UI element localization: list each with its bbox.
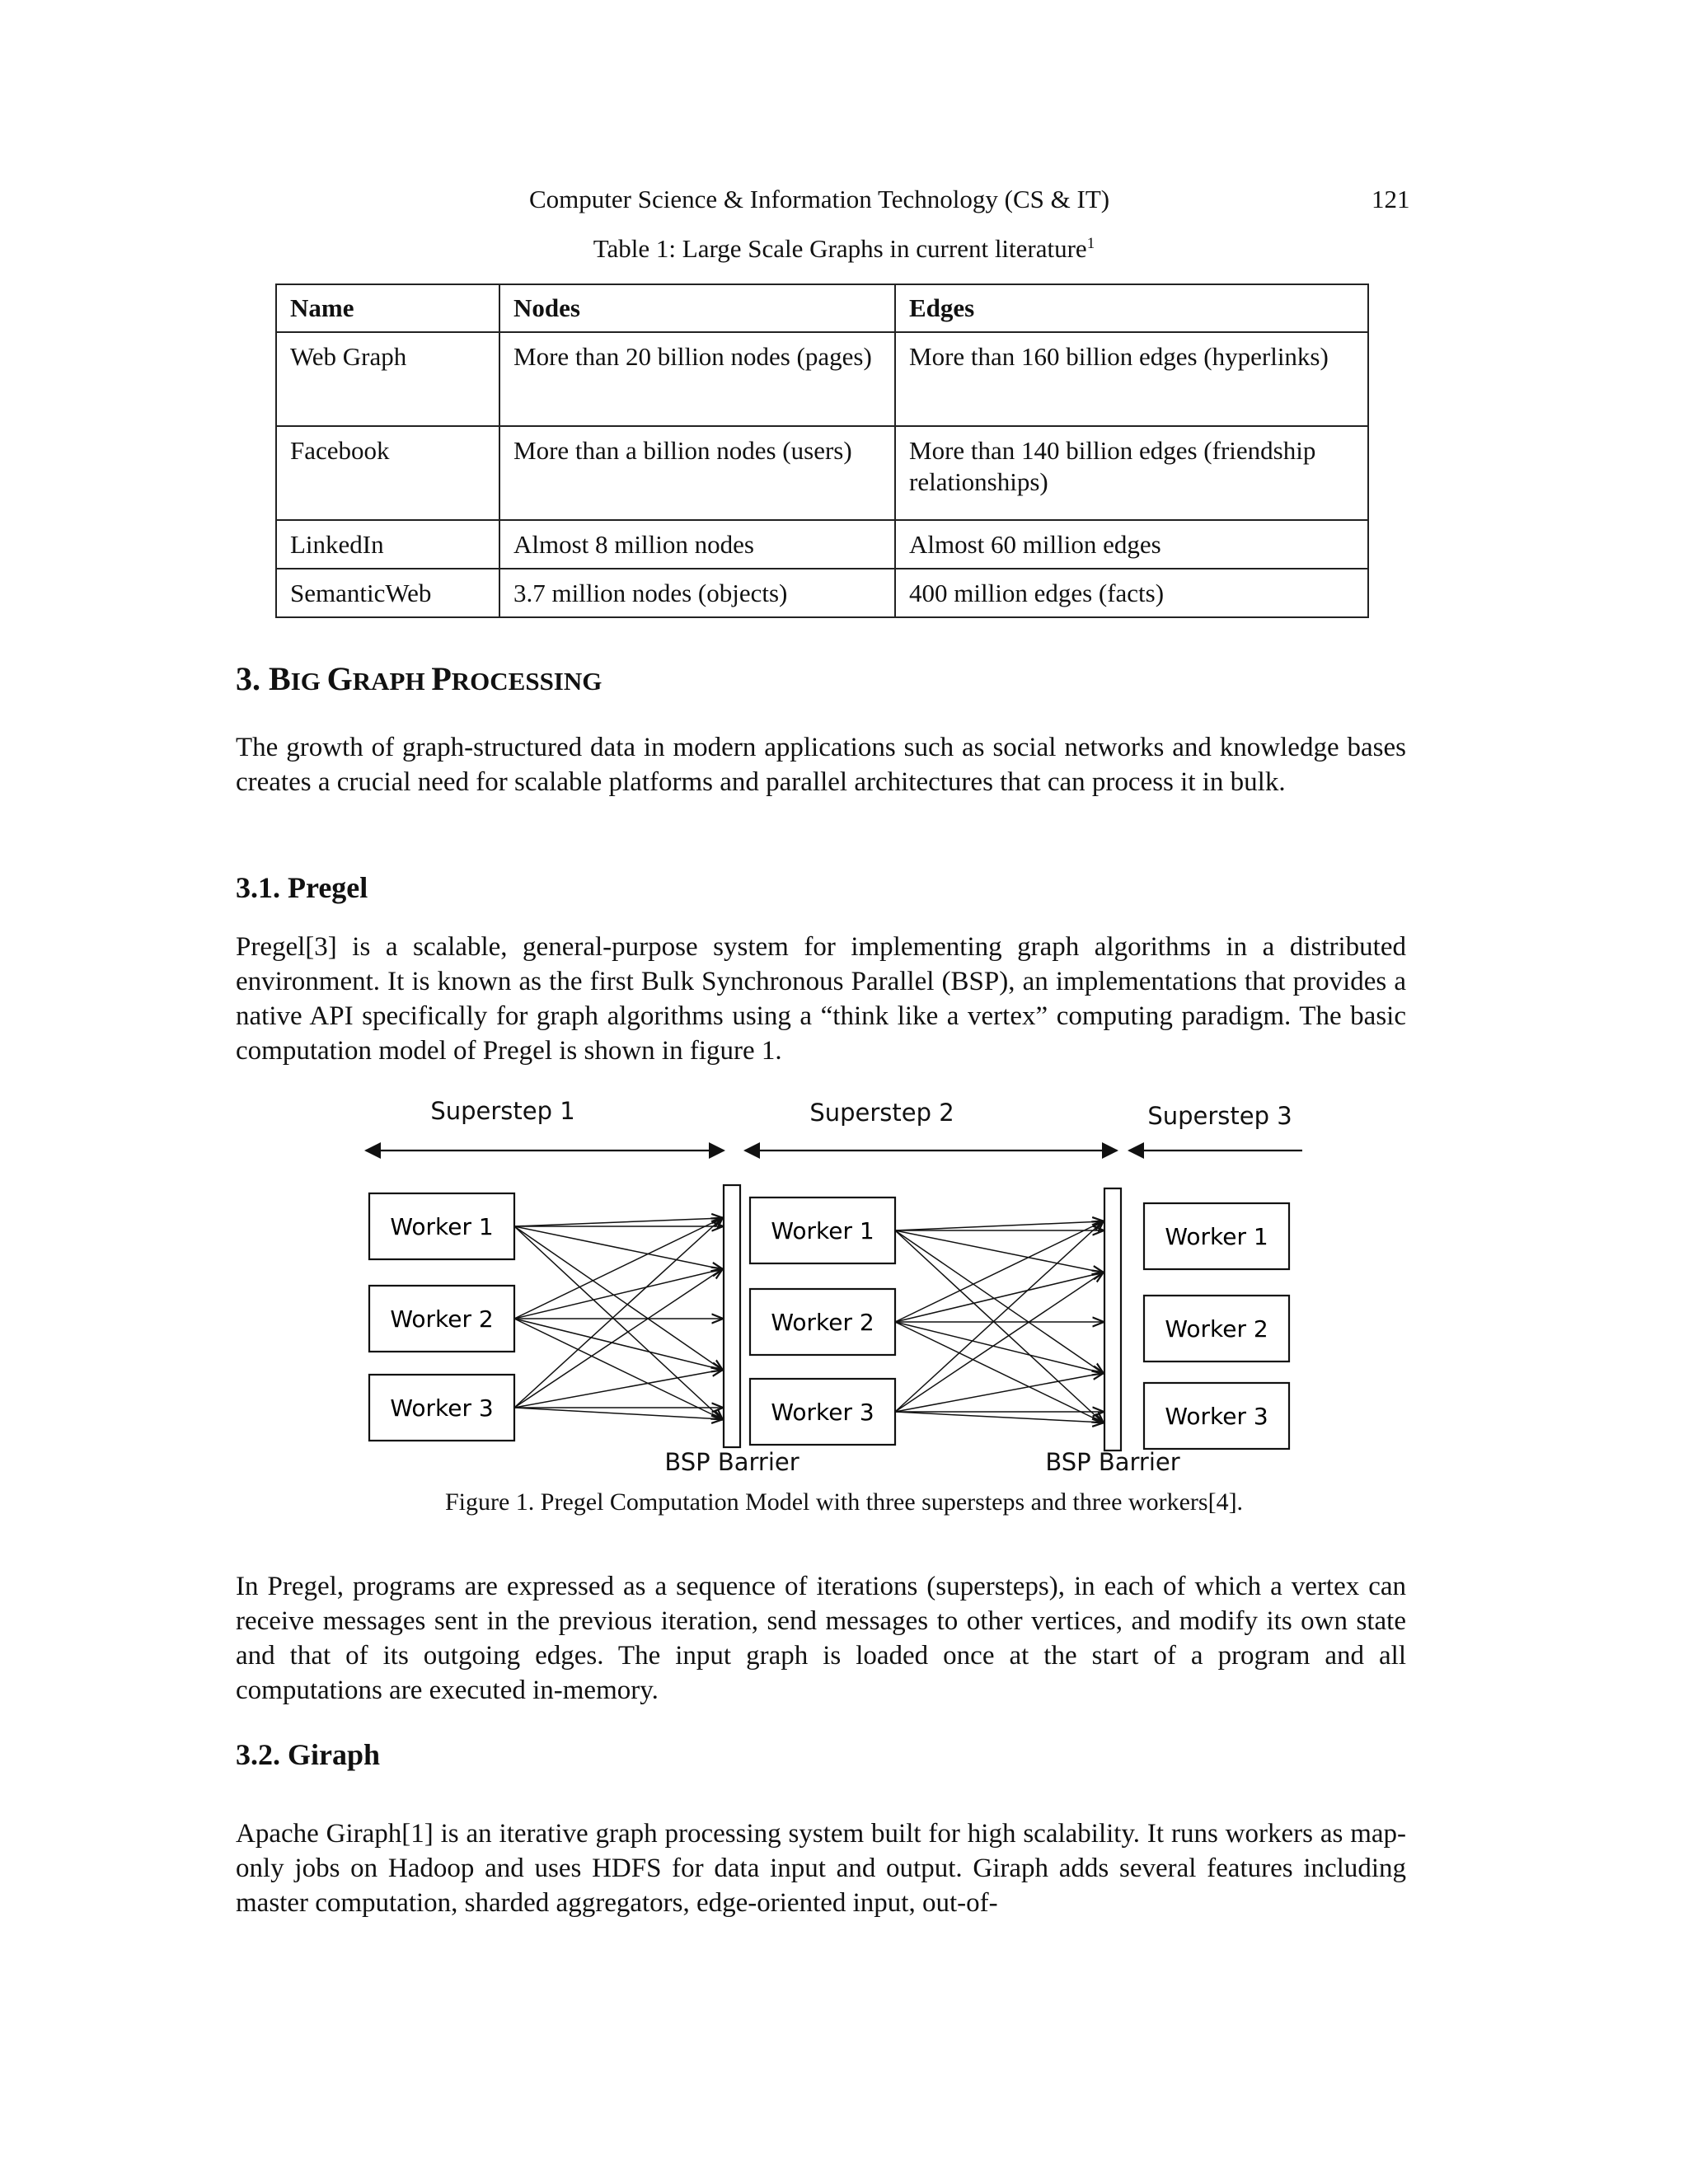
giraph-paragraph: Apache Giraph[1] is an iterative graph processing system built for high scalability. It runs workers as map-only jobs on Hadoop and uses HDFS for data input and output. Giraph adds several features including master computation, sharded aggregators, edge-oriented input, out-of- [236,1819,1406,1918]
message-arrow [514,1218,722,1408]
section-title-part: ROCESSING [451,667,603,696]
bsp-barrier [724,1185,740,1447]
table-row [276,426,1368,520]
message-arrow [895,1221,1103,1230]
column-header-nodes: Nodes [499,284,895,332]
pregel-paragraph: Pregel[3] is a scalable, general-purpose system for implementing graph algorithms in a distributed environment. It is known as the first Bulk Synchronous Parallel (BSP), an implementations that provides a native API specifically for graph algorithms using a “think like a vertex” computing paradigm. The basic computation model of Pregel is shown in figure 1. [236,932,1406,1066]
worker-label: Worker 2 [390,1305,494,1333]
section-heading [236,659,602,698]
worker-label: Worker 1 [1165,1223,1268,1250]
message-arrow [895,1412,1103,1422]
section-title-part: RAPH [352,667,432,696]
section-title-part: P [431,660,452,697]
worker-label: Worker 3 [1165,1403,1268,1430]
table-row [276,520,1368,569]
cell-nodes: 3.7 million nodes (objects) [499,569,895,617]
bsp-barrier-label: BSP Barrier [1045,1448,1180,1475]
cell-name: LinkedIn [276,520,499,569]
running-header: Computer Science & Information Technology (CS & IT) [529,185,1110,213]
worker-label: Worker 1 [771,1217,874,1244]
message-arrow [895,1230,1103,1422]
cell-edges: Almost 60 million edges [895,520,1368,569]
cell-edges: 400 million edges (facts) [895,569,1368,617]
superstep-label: Superstep 2 [809,1099,954,1127]
table-header-row [276,284,1368,332]
worker-box [1144,1383,1289,1449]
cell-nodes: Almost 8 million nodes [499,520,895,569]
cell-edges: More than 140 billion edges (friendship relationships) [895,426,1368,520]
cell-name: Facebook [276,426,499,520]
cell-name: Web Graph [276,332,499,426]
cell-edges: More than 160 billion edges (hyperlinks) [895,332,1368,426]
column-header-name: Name [276,284,499,332]
worker-box [1144,1203,1289,1269]
pregel-figure [354,1080,1302,1475]
message-arrow [514,1408,722,1419]
section-title-part: G [326,660,353,697]
message-arrow [514,1319,722,1370]
message-arrow [514,1370,722,1408]
message-arrow [895,1221,1103,1412]
message-arrow [514,1269,722,1408]
worker-label: Worker 3 [771,1399,874,1426]
message-arrow [895,1272,1103,1412]
worker-label: Worker 1 [390,1213,494,1240]
subsection-heading-giraph: 3.2. Giraph [236,1738,381,1771]
message-arrow [514,1269,722,1319]
subsection-heading-pregel: 3.1. Pregel [236,871,368,904]
section-title-part: B [269,660,291,697]
page-number: 121 [1372,185,1410,213]
footnote-marker: 1 [1086,235,1095,252]
cell-name: SemanticWeb [276,569,499,617]
table-caption [0,234,1688,264]
section-title-part: IG [290,667,327,696]
figure-caption: Figure 1. Pregel Computation Model with three supersteps and three workers[4]. [444,1488,1244,1516]
worker-box [750,1379,895,1445]
superstep-label: Superstep 1 [430,1097,575,1125]
worker-box [369,1286,514,1352]
worker-box [750,1289,895,1355]
table-row [276,332,1368,426]
pregel-paragraph-2: In Pregel, programs are expressed as a sequence of iterations (supersteps), in each of which a vertex can receive messages sent in the previous iteration, send messages to other vertices, and modify its own state and that of its outgoing edges. The input graph is loaded once at the start of a program and all computations are executed in-memory. [236,1572,1406,1705]
pregel-diagram [354,1080,1302,1475]
table-row [276,569,1368,617]
worker-box [369,1193,514,1259]
worker-box [369,1375,514,1441]
cell-nodes: More than 20 billion nodes (pages) [499,332,895,426]
table-caption-text: Table 1: Large Scale Graphs in current literature [593,234,1087,263]
message-arrow [895,1322,1103,1373]
message-arrow [895,1272,1103,1322]
worker-label: Worker 2 [771,1309,874,1336]
message-arrow [895,1373,1103,1412]
message-arrow [514,1226,722,1419]
worker-box [750,1197,895,1263]
section-number: 3. [236,660,269,697]
bsp-barrier [1104,1188,1121,1451]
message-arrow [514,1218,722,1226]
message-arrow [895,1322,1103,1422]
message-arrow [514,1319,722,1419]
worker-label: Worker 2 [1165,1315,1268,1343]
bsp-barrier-label: BSP Barrier [664,1448,799,1475]
worker-box [1144,1296,1289,1361]
cell-nodes: More than a billion nodes (users) [499,426,895,520]
large-scale-graphs-table [275,284,1369,618]
superstep-label: Superstep 3 [1147,1102,1292,1130]
column-header-edges: Edges [895,284,1368,332]
worker-label: Worker 3 [390,1394,494,1422]
section-intro-paragraph: The growth of graph-structured data in modern applications such as social networks and knowledge bases creates a crucial need for scalable platforms and parallel architectures that can process it in bulk. [236,733,1406,797]
